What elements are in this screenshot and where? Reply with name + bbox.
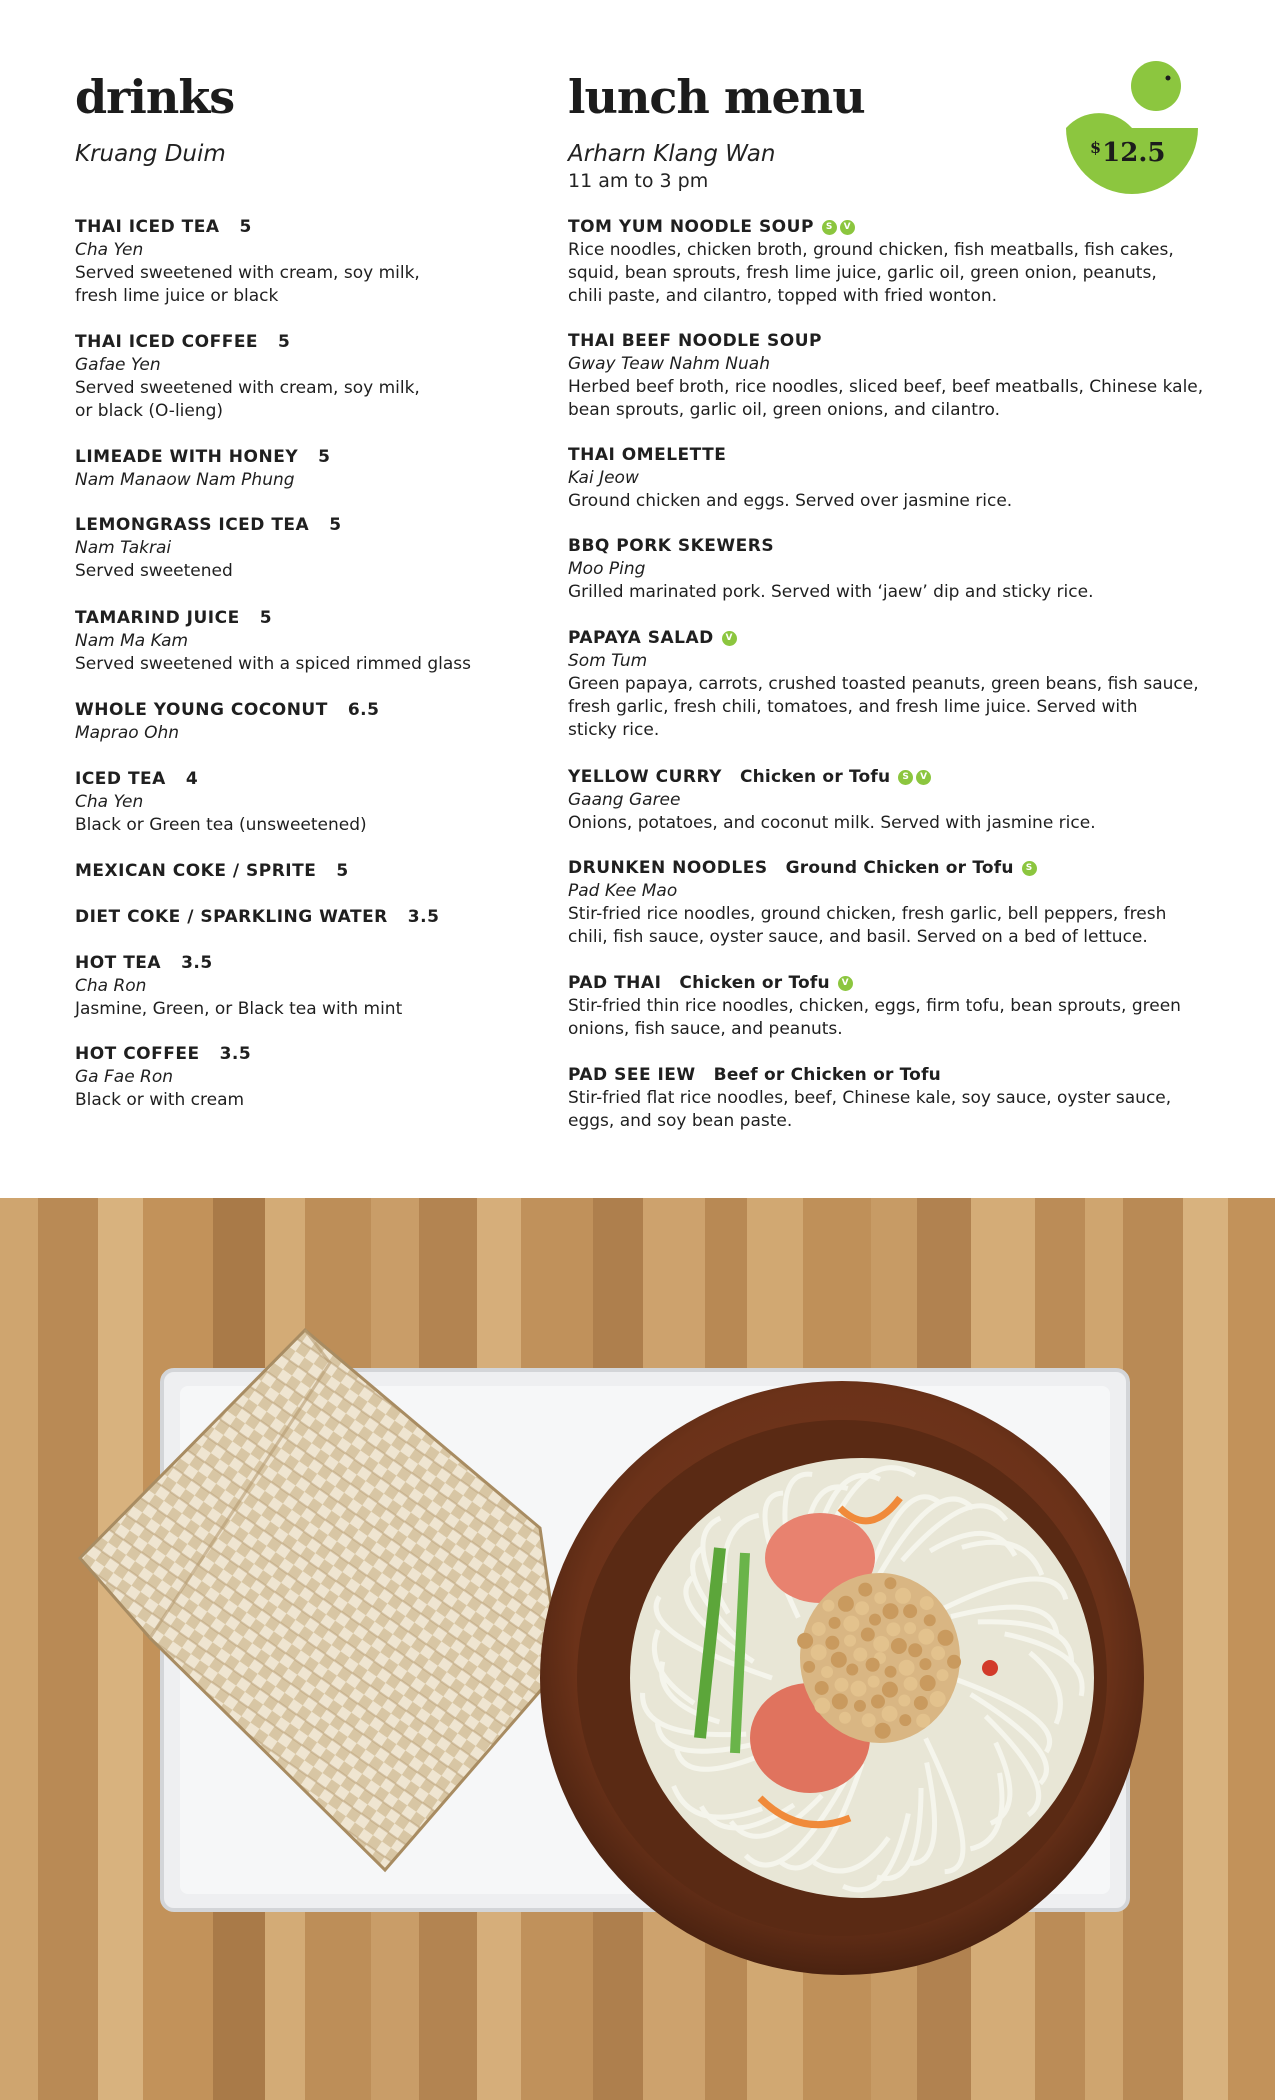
- drink-name: LEMONGRASS ICED TEA: [75, 515, 310, 535]
- drink-price: 3.5: [181, 953, 213, 973]
- lunch-item-name: THAI OMELETTE: [568, 445, 727, 465]
- lunch-item-options: Beef or Chicken or Tofu: [713, 1065, 941, 1085]
- drink-price: 5: [329, 515, 342, 535]
- lunch-item: [568, 444, 1012, 513]
- lunch-description: Ground chicken and eggs. Served over jasmine rice.: [568, 491, 1013, 511]
- dietary-badge-icon: V: [722, 631, 737, 646]
- drink-item: [75, 216, 420, 308]
- drink-name-row: [75, 216, 420, 239]
- lunch-price: [1090, 138, 1165, 168]
- drink-name-row: [75, 699, 379, 722]
- drink-thai-name: Maprao Ohn: [75, 723, 180, 743]
- lunch-thai-name: Gaang Garee: [568, 790, 681, 810]
- drink-description: Black or with cream: [75, 1090, 245, 1110]
- drink-price: 6.5: [347, 700, 380, 720]
- lunch-subtitle: Arharn Klang Wan: [568, 141, 776, 167]
- dietary-badge-icon: V: [838, 976, 853, 991]
- lunch-thai-name: Kai Jeow: [568, 468, 639, 488]
- drink-item: [75, 699, 379, 745]
- drink-description: Black or Green tea (unsweetened): [75, 815, 367, 835]
- lunch-item: [568, 766, 1096, 835]
- lunch-description: Green papaya, carrots, crushed toasted peanuts, green beans, fish sauce, fresh garlic, fresh chili, tomatoes, and fresh lime juice. Served with sticky rice.: [568, 674, 1199, 740]
- lunch-item-name: DRUNKEN NOODLES: [568, 858, 768, 878]
- drink-price: 5: [239, 217, 252, 237]
- lunch-item: [568, 216, 1174, 308]
- lunch-name-row: [568, 972, 1181, 995]
- price-amount: 12.5: [1102, 138, 1166, 168]
- drink-description: Served sweetened with a spiced rimmed glass: [75, 654, 471, 674]
- drink-name-row: [75, 607, 471, 630]
- lunch-item-options: Chicken or Tofu: [679, 973, 830, 993]
- drink-item: [75, 331, 420, 423]
- drink-name-row: [75, 446, 330, 469]
- dietary-badges: [1022, 861, 1037, 876]
- drink-name: THAI ICED TEA: [75, 217, 220, 237]
- drink-name-row: [75, 906, 439, 929]
- lunch-name-row: [568, 444, 1012, 467]
- lunch-item-options: Chicken or Tofu: [739, 767, 891, 787]
- drink-name: HOT COFFEE: [75, 1044, 200, 1064]
- lunch-item: [568, 535, 1093, 604]
- lunch-thai-name: Pad Kee Mao: [568, 881, 678, 901]
- lunch-name-row: [568, 627, 1199, 650]
- drink-thai-name: Nam Takrai: [75, 538, 172, 558]
- drinks-subtitle: Kruang Duim: [75, 141, 226, 167]
- lunch-item: [568, 330, 1203, 422]
- drink-name-row: [75, 952, 402, 975]
- drink-description: Jasmine, Green, or Black tea with mint: [75, 999, 403, 1019]
- drink-item: [75, 1043, 251, 1112]
- drink-item: [75, 607, 471, 676]
- dietary-badge-icon: S: [898, 770, 913, 785]
- lunch-name-row: [568, 1064, 1171, 1087]
- drink-price: 4: [185, 769, 199, 789]
- lunch-item-name: BBQ PORK SKEWERS: [568, 536, 775, 556]
- papaya-salad-bowl: [540, 1381, 1144, 1975]
- drink-price: 5: [318, 447, 331, 467]
- drink-thai-name: Cha Ron: [75, 976, 147, 996]
- drink-item: [75, 906, 439, 929]
- dietary-badge-icon: S: [1022, 861, 1037, 876]
- drink-name-row: [75, 514, 342, 537]
- lunch-item-name: PAPAYA SALAD: [568, 628, 714, 648]
- drink-thai-name: Nam Ma Kam: [75, 631, 189, 651]
- lunch-description: Stir-fried rice noodles, ground chicken, fresh garlic, bell peppers, fresh chili, fish sauce, oyster sauce, and basil. Served on a bed of lettuce.: [568, 904, 1167, 947]
- drink-price: 5: [259, 608, 273, 628]
- lunch-thai-name: Moo Ping: [568, 559, 646, 579]
- drink-item: [75, 514, 342, 583]
- drink-name: ICED TEA: [75, 769, 166, 789]
- drink-name-row: [75, 1043, 251, 1066]
- lunch-thai-name: Gway Teaw Nahm Nuah: [568, 354, 770, 374]
- drink-name-row: [75, 860, 349, 883]
- drink-item: [75, 768, 367, 837]
- lunch-description: Stir-fried flat rice noodles, beef, Chinese kale, soy sauce, oyster sauce, eggs, and soy bean paste.: [568, 1088, 1172, 1131]
- dietary-badges: [838, 976, 853, 991]
- papaya-salad-photo: [0, 1198, 1275, 2100]
- lunch-item-name: PAD THAI: [568, 973, 662, 993]
- dietary-badges: [722, 631, 737, 646]
- drink-name: HOT TEA: [75, 953, 162, 973]
- drink-price: 5: [336, 861, 349, 881]
- drink-description: Served sweetened: [75, 561, 233, 581]
- lunch-item-name: PAD SEE IEW: [568, 1065, 696, 1085]
- lunch-name-row: [568, 535, 1093, 558]
- lunch-item: [568, 857, 1166, 949]
- drink-item: [75, 860, 349, 883]
- drink-price: 3.5: [219, 1044, 252, 1064]
- dietary-badge-icon: S: [822, 220, 837, 235]
- drink-name: LIMEADE WITH HONEY: [75, 447, 299, 467]
- dietary-badges: [822, 220, 855, 235]
- lunch-item-name: YELLOW CURRY: [568, 767, 722, 787]
- lunch-thai-name: Som Tum: [568, 651, 648, 671]
- drink-name-row: [75, 331, 420, 354]
- lunch-item-name: TOM YUM NOODLE SOUP: [568, 217, 814, 237]
- drink-description: Served sweetened with cream, soy milk, fresh lime juice or black: [75, 263, 420, 306]
- drink-name: TAMARIND JUICE: [75, 608, 240, 628]
- lunch-description: Herbed beef broth, rice noodles, sliced beef, beef meatballs, Chinese kale, bean sprouts, garlic oil, green onions, and cilantro.: [568, 377, 1204, 420]
- price-currency: $: [1090, 138, 1102, 157]
- lunch-description: Stir-fried thin rice noodles, chicken, eggs, firm tofu, bean sprouts, green onions, fish sauce, and peanuts.: [568, 996, 1181, 1039]
- lunch-item: [568, 1064, 1171, 1133]
- lunch-description: Onions, potatoes, and coconut milk. Served with jasmine rice.: [568, 813, 1096, 833]
- dietary-badge-icon: V: [916, 770, 931, 785]
- lunch-item: [568, 627, 1199, 742]
- drink-thai-name: Cha Yen: [75, 240, 144, 260]
- drink-name: MEXICAN COKE / SPRITE: [75, 861, 317, 881]
- drink-price: 5: [278, 332, 291, 352]
- lunch-name-row: [568, 216, 1174, 239]
- drink-name: THAI ICED COFFEE: [75, 332, 259, 352]
- drink-item: [75, 446, 330, 492]
- lunch-description: Grilled marinated pork. Served with ‘jaew’ dip and sticky rice.: [568, 582, 1094, 602]
- lunch-description: Rice noodles, chicken broth, ground chicken, fish meatballs, fish cakes, squid, bean sprouts, fresh lime juice, garlic oil, green onion, peanuts, chili paste, and cilantro, topped with fried wonton.: [568, 240, 1174, 306]
- price-badge: [1062, 56, 1202, 196]
- drink-item: [75, 952, 402, 1021]
- drinks-title: drinks: [75, 70, 235, 124]
- drink-price: 3.5: [407, 907, 440, 927]
- drink-description: Served sweetened with cream, soy milk, or black (O-lieng): [75, 378, 420, 421]
- price-badge-dot: [1131, 61, 1181, 111]
- lunch-item-options: Ground Chicken or Tofu: [785, 858, 1014, 878]
- dietary-badge-icon: V: [840, 220, 855, 235]
- dietary-badges: [898, 770, 931, 785]
- lunch-name-row: [568, 330, 1203, 353]
- lunch-title: lunch menu: [568, 70, 865, 124]
- lunch-item: [568, 972, 1181, 1041]
- lunch-name-row: [568, 857, 1166, 880]
- drink-thai-name: Nam Manaow Nam Phung: [75, 470, 295, 490]
- drink-thai-name: Gafae Yen: [75, 355, 161, 375]
- drink-name: DIET COKE / SPARKLING WATER: [75, 907, 388, 927]
- lunch-name-row: [568, 766, 1096, 789]
- drink-thai-name: Cha Yen: [75, 792, 144, 812]
- price-badge-bowl: [1066, 113, 1132, 128]
- drink-name: WHOLE YOUNG COCONUT: [75, 700, 328, 720]
- lunch-hours: 11 am to 3 pm: [568, 170, 709, 192]
- drink-name-row: [75, 768, 367, 791]
- drink-thai-name: Ga Fae Ron: [75, 1067, 174, 1087]
- lunch-item-name: THAI BEEF NOODLE SOUP: [568, 331, 823, 351]
